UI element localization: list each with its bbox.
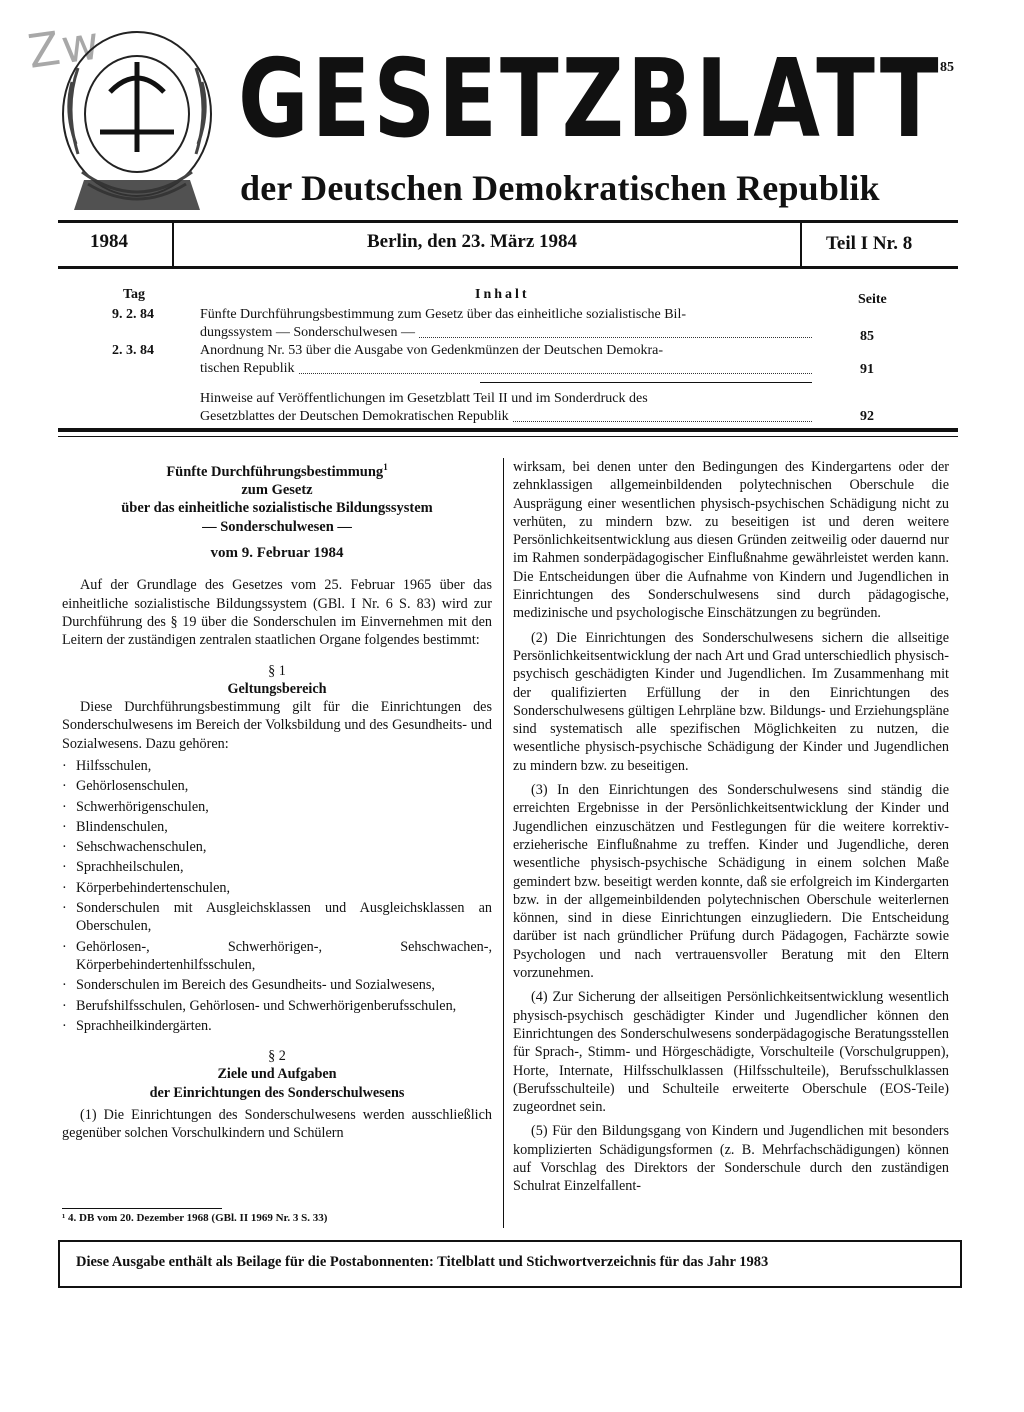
- list-item: · Sehschwachenschulen,: [62, 838, 492, 856]
- toc-entry-day: 9. 2. 84: [112, 307, 154, 322]
- toc-entry: [200, 390, 812, 426]
- heading-date: vom 9. Februar 1984: [210, 545, 344, 562]
- toc-page-header: Seite: [858, 292, 887, 307]
- list-item: · Gehörlosen-, Schwerhörigen-, Sehschwachen-, Körperbehindertenhilfsschulen,: [62, 938, 492, 975]
- section2-title-line1: Ziele und Aufgaben: [217, 1066, 337, 1083]
- list-item: · Hilfsschulen,: [62, 757, 492, 775]
- header-divider-left: [172, 220, 174, 268]
- paragraph-2: (2) Die Einrichtungen des Sonderschulwesens sichern die allseitige Persönlichkeitsentwicklung der nach Art und Grad unterschiedlich physisch-psychisch geschädigten Kinder und Jugendlichen. Im Zusammenhang mit der qualifizierten Erfüllung der in den Einrichtungen des Sonderschulwesens gültigen Lehrpläne bzw. Bildungs- und Erziehungspläne sind systematisch alle spezifischen Möglichkeiten zu nutzen, die wesentliche physisch-psychische Schädigung der Kinder und Jugendlichen zu mindern bzw. zu beseitigen.: [513, 629, 949, 774]
- section2-paragraph1: (1) Die Einrichtungen des Sonderschulwesens werden ausschließlich gegenüber solchen Vorschulkindern und Schülern: [62, 1107, 492, 1142]
- issue-place-date: Berlin, den 23. März 1984: [367, 231, 578, 252]
- list-item: · Blindenschulen,: [62, 818, 492, 836]
- page-number: 85: [940, 60, 954, 75]
- intro-paragraph: Auf der Grundlage des Gesetzes vom 25. Februar 1965 über das einheitliche sozialistische Bildungssystem (GBl. I Nr. 6 S. 83) wird zur Durchführung des § 19 über die Sonderschulen im Einvernehmen mit den Leitern der zuständigen zentralen staatlichen Organe folgendes bestimmt:: [62, 577, 492, 649]
- toc-entry-line2: Gesetzblattes der Deutschen Demokratischen Republik: [200, 409, 509, 424]
- header-divider-right: [800, 220, 802, 268]
- footnote-rule: [62, 1208, 222, 1209]
- section1-text: Diese Durchführungsbestimmung gilt für die Einrichtungen des Sonderschulwesens im Bereich der Volksbildung und des Gesundheits- und Sozialwesens. Dazu gehören:: [62, 699, 492, 752]
- section1-title: Geltungsbereich: [227, 680, 327, 697]
- heading-line2: zum Gesetz: [241, 482, 313, 499]
- list-item: · Körperbehindertenschulen,: [62, 879, 492, 897]
- column-divider: [503, 458, 504, 1228]
- masthead-subtitle: der Deutschen Demokratischen Republik: [240, 168, 880, 208]
- toc-bottom-rule-thin: [58, 436, 958, 437]
- paragraph-continued: wirksam, bei denen unter den Bedingungen des Kindergartens oder der zehnklassigen allgemeinbildenden polytechnischen Oberschule die Ausprägung einer wesentlichen physisch-psychischen Schädigung nicht zu verhüten, zu mindern bzw. zu beseitigen ist und deren weitere Persönlichkeitsentwicklung aus diesen Gründen zeitweilig oder dauernd nur im Rahmen sonderpädagogischer Einflußnahme gewährleistet werden kann. Die Entscheidungen über die Aufnahme von Kindern und Jugendlichen in Einrichtungen des Sonderschulwesens sind durch pädagogische, medizinische und psychologische Einschätzungen zu begründen.: [513, 459, 949, 622]
- toc-entry-line2: dungssystem — Sonderschulwesen —: [200, 325, 416, 340]
- toc-entry-page: 85: [860, 329, 874, 344]
- heading-line4: — Sonderschulwesen —: [202, 518, 352, 535]
- heading-line1: [62, 458, 492, 481]
- list-item: · Sonderschulen mit Ausgleichsklassen und Ausgleichsklassen an Oberschulen,: [62, 899, 492, 936]
- header-top-rule: [58, 220, 958, 223]
- header-bottom-rule: [58, 266, 958, 269]
- toc-entry: [200, 306, 812, 342]
- toc-bottom-rule-thick: [58, 428, 958, 432]
- toc-separator: [480, 382, 812, 383]
- toc-leader: [419, 324, 812, 338]
- toc-entry-line1: Hinweise auf Veröffentlichungen im Gesetzblatt Teil II und im Sonderdruck des: [200, 391, 648, 406]
- toc-entry-line1: Anordnung Nr. 53 über die Ausgabe von Gedenkmünzen der Deutschen Demokra-: [200, 343, 664, 358]
- heading-line3: über das einheitliche sozialistische Bildungssystem: [121, 500, 433, 517]
- toc-heading: Inhalt: [475, 287, 530, 302]
- handwritten-stamp: Zw: [24, 15, 105, 79]
- list-item: · Schwerhörigenschulen,: [62, 798, 492, 816]
- section1-list: [62, 757, 492, 1035]
- gdr-emblem-icon: [52, 22, 222, 218]
- masthead-title: GESETZBLATT: [238, 37, 942, 163]
- issue-part: Teil I Nr. 8: [826, 233, 913, 254]
- section2-number: § 2: [268, 1048, 286, 1065]
- notice-text: Diese Ausgabe enthält als Beilage für die Postabonnenten: Titelblatt und Stichwortverzeichnis für das Jahr 1983: [76, 1254, 769, 1270]
- section1-number: § 1: [268, 662, 286, 679]
- list-item: · Gehörlosenschulen,: [62, 777, 492, 795]
- section2-title-line2: der Einrichtungen des Sonderschulwesens: [149, 1084, 405, 1101]
- paragraph-4: (4) Zur Sicherung der allseitigen Persönlichkeitsentwicklung wesentlich physisch-psychisch geschädigter Kinder und Jugendlicher können den Einrichtungen des Sonderschulwesens sonderpädagogische Beratungsstellen für Sprach-, Stimm- und Hörgeschädigte, Vorschulteile (Vorschulgruppen), Horte, Internate, Hilfsschulklassen (Hilfsschulteile), Berufsschulklassen (Berufsschulteile) und Schulteile erweiterte Oberschule (EOS-Teile) zugeordnet sein.: [513, 989, 949, 1116]
- toc-leader: [299, 360, 813, 374]
- issue-year: 1984: [90, 231, 128, 252]
- toc-entry-page: 91: [860, 362, 874, 377]
- list-item: · Berufshilfsschulen, Gehörlosen- und Schwerhörigenberufsschulen,: [62, 997, 492, 1015]
- toc-entry-line1: Fünfte Durchführungsbestimmung zum Gesetz über das einheitliche sozialistische Bil-: [200, 307, 686, 322]
- left-column: [62, 458, 492, 1143]
- toc-entry: [200, 342, 812, 378]
- toc-entry-line2: tischen Republik: [200, 361, 295, 376]
- toc-day-header: Tag: [123, 287, 146, 302]
- paragraph-5: (5) Für den Bildungsgang von Kindern und Jugendlichen mit besonders komplizierten Schädigungsformen (z. B. Mehrfachschädigungen) können auf Vorschlag des Direktors der Sonderschule durch den zuständigen Schulrat Einzelfallent-: [513, 1123, 949, 1195]
- toc-leader: [513, 408, 812, 422]
- toc-entry-page: 92: [860, 409, 874, 424]
- list-item: · Sonderschulen im Bereich des Gesundheits- und Sozialwesens,: [62, 976, 492, 994]
- list-item: · Sprachheilschulen,: [62, 858, 492, 876]
- heading-text: Fünfte Durchführungsbestimmung: [166, 463, 384, 480]
- toc-entry-day: 2. 3. 84: [112, 343, 154, 358]
- list-item: · Sprachheilkindergärten.: [62, 1017, 492, 1035]
- right-column: [513, 458, 949, 1196]
- paragraph-3: (3) In den Einrichtungen des Sonderschulwesens sind ständig die erreichten Ergebnisse in der Persönlichkeitsentwicklung der Kinder und Jugendlichen einzuschätzen und Festlegungen für die weitere korrektiv-erzieherische Einflußnahme zu treffen. Kinder und Jugendliche, deren wesentliche physisch-psychische Schädigung in einem solchen Maße gemindert bzw. beseitigt werden konnte, daß sie erfolgreich im Kindergarten bzw. in der allgemeinbildenden polytechnischen Oberschule weiterlernen können, sind in diese Einrichtungen einzugliedern. Die Entscheidung darüber ist nach gründlicher Prüfung durch Pädagogen, Fachärzte sowie Psychologen und nach vertrauensvoller Beratung mit den Eltern vorzunehmen.: [513, 782, 949, 982]
- footnote-marker: 1: [383, 462, 388, 472]
- footnote: ¹ 4. DB vom 20. Dezember 1968 (GBl. II 1969 Nr. 3 S. 33): [62, 1212, 328, 1224]
